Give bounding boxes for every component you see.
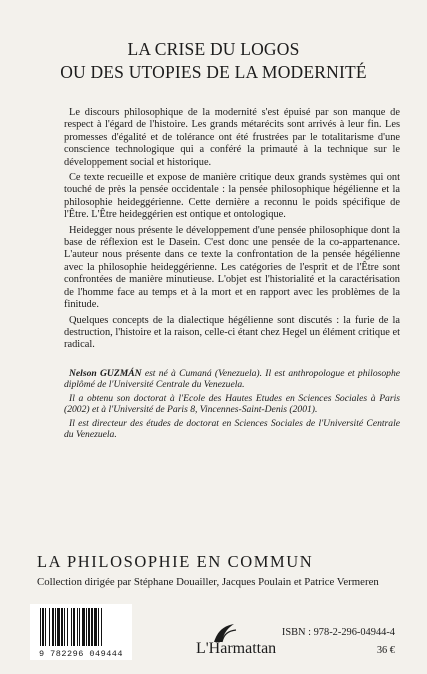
- barcode: [30, 604, 132, 660]
- author-name: Nelson GUZMÁN: [69, 368, 142, 379]
- collection-name: LA PHILOSOPHIE EN COMMUN: [37, 552, 314, 571]
- author-bio-paragraph-1: [64, 368, 400, 391]
- isbn: ISBN : 978-2-296-04944-4: [281, 627, 395, 638]
- summary-text: [64, 107, 400, 355]
- author-bio-1-rest: est né à Cumaná (Venezuela). Il est anthropologue et philosophe diplômé de l'Université Centrale du Venezuela.: [64, 368, 400, 391]
- collection-directors: Collection dirigée par Stéphane Douailler, Jacques Poulain et Patrice Vermeren: [37, 576, 379, 588]
- author-bio-paragraph-2: Il a obtenu son doctorat à l'Ecole des Hautes Etudes en Sciences Sociales à Paris (2002) et à l'Université de Paris 8, Vincennes-Saint-Denis (2001).: [64, 392, 400, 416]
- title-line-1: LA CRISE DU LOGOS: [127, 39, 300, 59]
- author-bio: [64, 368, 400, 442]
- title-line-2: OU DES UTOPIES DE LA MODERNITÉ: [60, 62, 367, 82]
- publisher-name: L'Harmattan: [196, 640, 277, 657]
- price: 36 €: [376, 645, 395, 656]
- barcode-icon: [38, 608, 124, 648]
- summary-paragraph-1: Le discours philosophique de la modernité s'est épuisé par son manque de respect à l'égard de l'histoire. Les grands métarécits sont arrivés à leur fin. Les promesses d'égalité et de tolérance ont été frustrées par le totalitarisme d'une conscience technologique qui a conféré la primauté à la technique sur le développement social et historique.: [64, 107, 400, 168]
- barcode-number: 9 782296 049444: [38, 649, 123, 659]
- summary-paragraph-3: Heidegger nous présente le développement d'une pensée philosophique dont la base de réflexion est le Dasein. C'est donc une pensée de la co-appartenance. L'auteur nous présente dans ce texte la confrontation de la pensée hégélienne avec la philosophie heideggérienne. Les catégories de l'esprit et de l'Être sont confrontées de manière minutieuse. L'objet est l'historialité et la caractérisation de l'homme face au temps et à la mort et en rapport avec les problèmes de la finitude.: [64, 224, 400, 311]
- book-title: [20, 38, 407, 84]
- author-bio-paragraph-3: Il est directeur des études de doctorat en Sciences Sociales de l'Université Centrale du Venezuela.: [64, 417, 400, 441]
- summary-paragraph-2: Ce texte recueille et expose de manière critique deux grands systèmes qui ont touché de près la pensée occidentale : la pensée philosophique hégélienne et la philosophie heideggérienne. Cette dernière a reconnu le poids spécifique de l'Être. L'Être heideggérien est ontique et ontologique.: [64, 172, 400, 221]
- summary-paragraph-4: Quelques concepts de la dialectique hégélienne sont discutés : la furie de la destruction, l'histoire et la raison, celle-ci étant chez Hegel un élément critique et radical.: [64, 314, 400, 351]
